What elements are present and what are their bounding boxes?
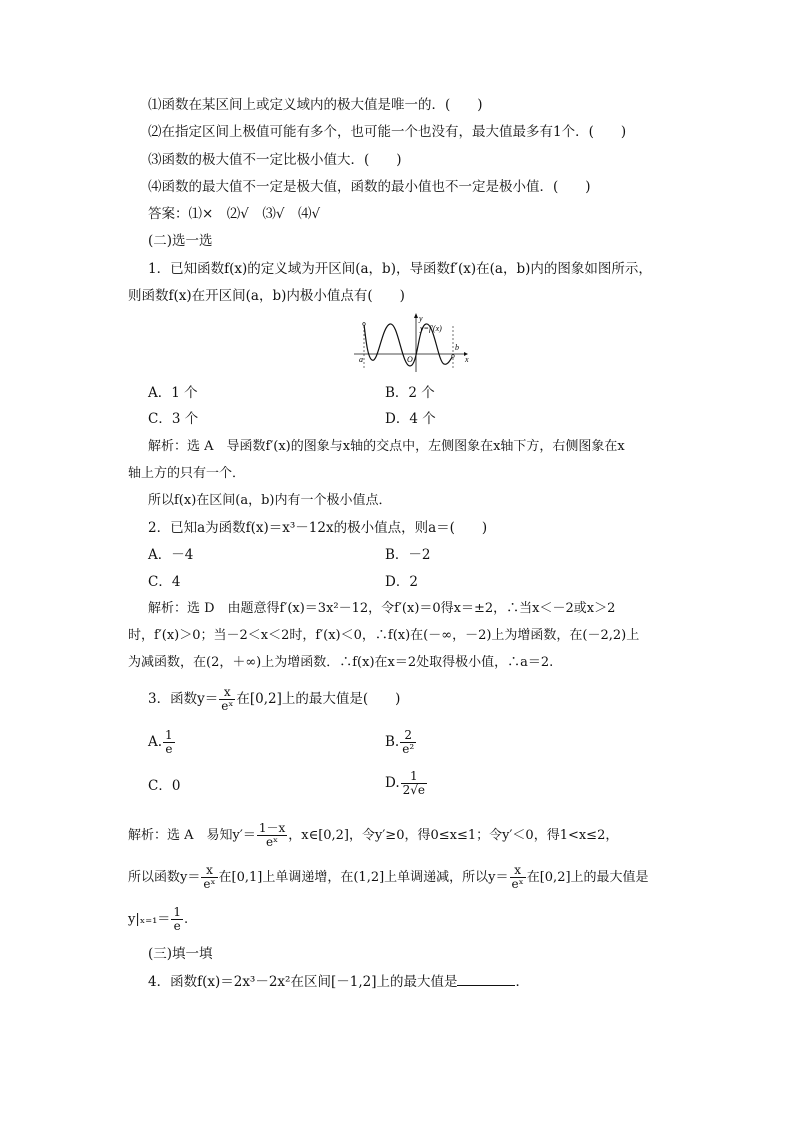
graph-label-func: y=f′(x) — [420, 324, 442, 333]
answer-line: 答案：⑴× ⑵√ ⑶√ ⑷√ — [148, 206, 321, 222]
q1-option-d: D．4 个 — [385, 411, 436, 427]
q1-option-c: C．3 个 — [148, 411, 199, 427]
graph-label-b: b — [455, 343, 459, 352]
statement-2: ⑵在指定区间上极值可能有多个，也可能一个也没有，最大值最多有1个．( ) — [148, 124, 627, 140]
q2-solution-line2: 时，f′(x)＞0；当－2＜x＜2时，f′(x)＜0，∴f(x)在(－∞，－2)上为增函数，在(－2,2)上 — [128, 628, 640, 643]
graph-label-x: x — [465, 355, 469, 364]
section-heading-choose: (二)选一选 — [148, 233, 213, 249]
derivative-graph — [352, 312, 470, 374]
q2-option-c: C．4 — [148, 574, 181, 590]
q2-solution-line3: 为减函数，在(2，＋∞)上为增函数．∴f(x)在x＝2处取得极小值，∴a＝2. — [128, 655, 554, 670]
q2-option-b: B．－2 — [385, 547, 431, 563]
q3-stem-fraction: $\frac{x}{\text{eˣ}}$ — [221, 685, 234, 713]
q2-option-d: D．2 — [385, 574, 418, 590]
q1-solution-line3: 所以f(x)在区间(a，b)内有一个极小值点． — [148, 493, 392, 508]
q4-answer-blank — [457, 973, 515, 986]
q1-option-a: A．1 个 — [148, 385, 198, 401]
q1-solution-line1: 解析：选 A 导函数f′(x)的图象与x轴的交点中，左侧图象在x轴下方，右侧图象在x — [148, 439, 625, 454]
q2-stem: 2．已知a为函数f(x)＝x³－12x的极小值点，则a＝( ) — [148, 520, 488, 536]
statement-4: ⑷函数的最大值不一定是极大值，函数的最小值也不一定是极小值．( ) — [148, 179, 591, 195]
q3-solution-line2: 所以函数y＝ $\frac{x}{\text{eˣ}}$ 在[0,1]上单调递增，在(1,2]上单调递减，所以y＝ $\frac{x}{\text{eˣ}}$ 在[0,2]上的最大值是 — [128, 863, 649, 891]
statement-3: ⑶函数的极大值不一定比极小值大．( ) — [148, 152, 402, 168]
q1-stem-line2: 则函数f(x)在开区间(a，b)内极小值点有( ) — [128, 288, 405, 304]
graph-label-a: a — [359, 355, 363, 364]
q1-option-b: B．2 个 — [385, 385, 435, 401]
q4-stem: 4．函数f(x)＝2x³－2x²在区间[－1,2]上的最大值是 ． — [148, 974, 529, 990]
q3-option-a: A. $\frac{1}{e}$ — [148, 728, 173, 756]
q3-option-c: C．0 — [148, 778, 181, 794]
q3-option-b: B. $\frac{2}{\text{e²}}$ — [385, 728, 415, 756]
q3-stem: 3．函数y＝ $\frac{x}{\text{eˣ}}$ 在[0,2]上的最大值是( ) — [148, 685, 401, 713]
graph-label-y: y — [419, 314, 423, 323]
statement-1: ⑴函数在某区间上或定义域内的极大值是唯一的．( ) — [148, 97, 483, 113]
q2-option-a: A．－4 — [148, 547, 194, 563]
section-heading-fill: (三)填一填 — [148, 946, 213, 962]
q1-solution-line2: 轴上方的只有一个． — [128, 466, 246, 481]
graph-label-origin: O — [407, 355, 413, 364]
q3-option-d: D. $\frac{1}{2√e}$ — [385, 769, 426, 797]
q3-solution-line3: y|ₓ₌₁＝ $\frac{1}{e}$ . — [128, 905, 189, 933]
q3-solution-line1: 解析：选 A 易知y′＝ $\frac{1-x}{\text{eˣ}}$ ，x∈[0,2]，令y′≥0，得0≤x≤1；令y′＜0，得1<x≤2， — [128, 821, 619, 849]
q2-solution-line1: 解析：选 D 由题意得f′(x)＝3x²－12，令f′(x)＝0得x＝±2，∴当x＜－2或x＞2 — [148, 601, 616, 616]
q1-stem-line1: 1．已知函数f(x)的定义域为开区间(a，b)，导函数f′(x)在(a，b)内的图象如图所示， — [148, 261, 652, 277]
